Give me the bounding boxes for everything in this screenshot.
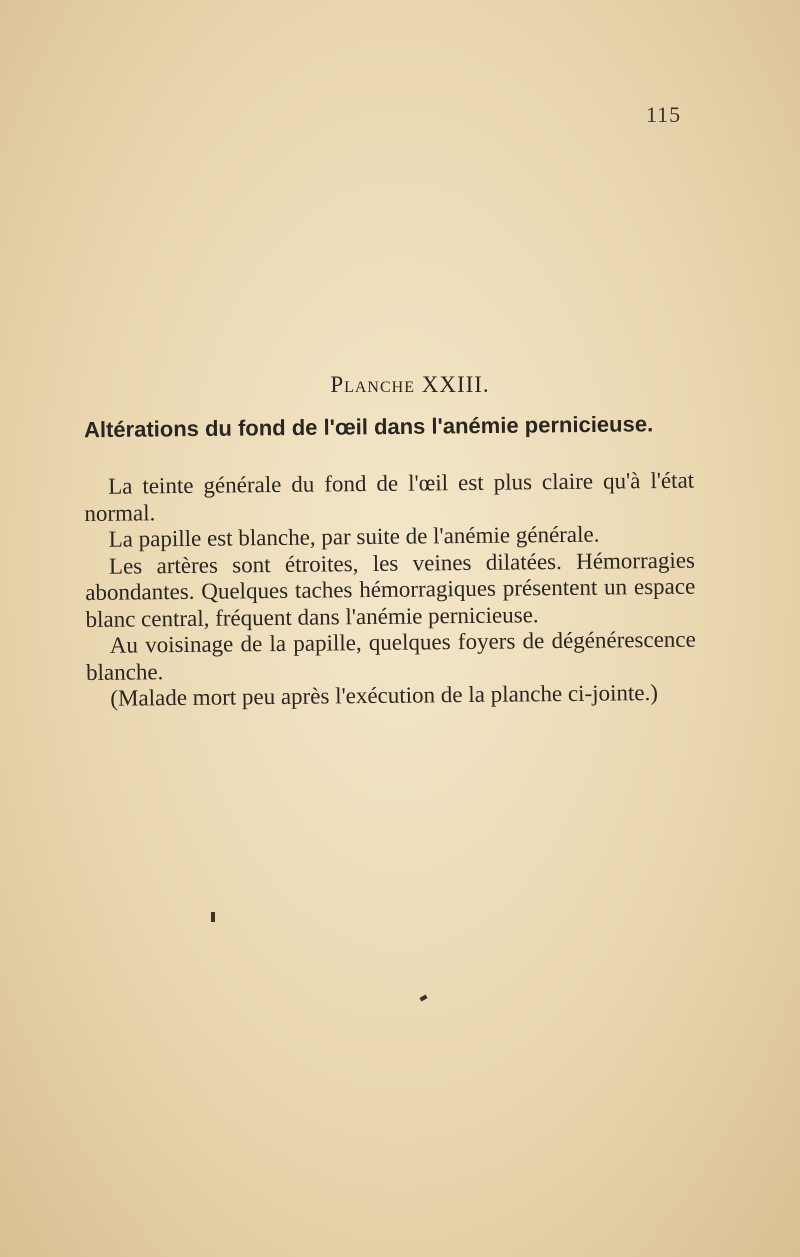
ink-speck <box>211 912 215 922</box>
paragraph: Au voisinage de la papille, quelques foyers de dégénérescence blanche. <box>85 626 696 685</box>
ink-speck <box>419 995 427 1002</box>
plate-title: Planche XXIII. <box>330 372 490 397</box>
paragraph: Les artères sont étroites, les veines dilatées. Hémorragies abondantes. Quelques taches hémorragiques présentent un espace blanc central, fréquent dans l'anémie pernicieuse. <box>85 547 696 632</box>
body-text <box>84 468 696 713</box>
paragraph: (Malade mort peu après l'exécution de la planche ci-jointe.) <box>110 680 659 711</box>
page-number: 115 <box>646 102 682 127</box>
paragraph: La teinte générale du fond de l'œil est plus claire qu'à l'état normal. <box>84 467 695 526</box>
paragraph: La papille est blanche, par suite de l'anémie générale. <box>108 521 600 552</box>
subject-title: Altérations du fond de l'œil dans l'anémie pernicieuse. <box>83 411 654 443</box>
